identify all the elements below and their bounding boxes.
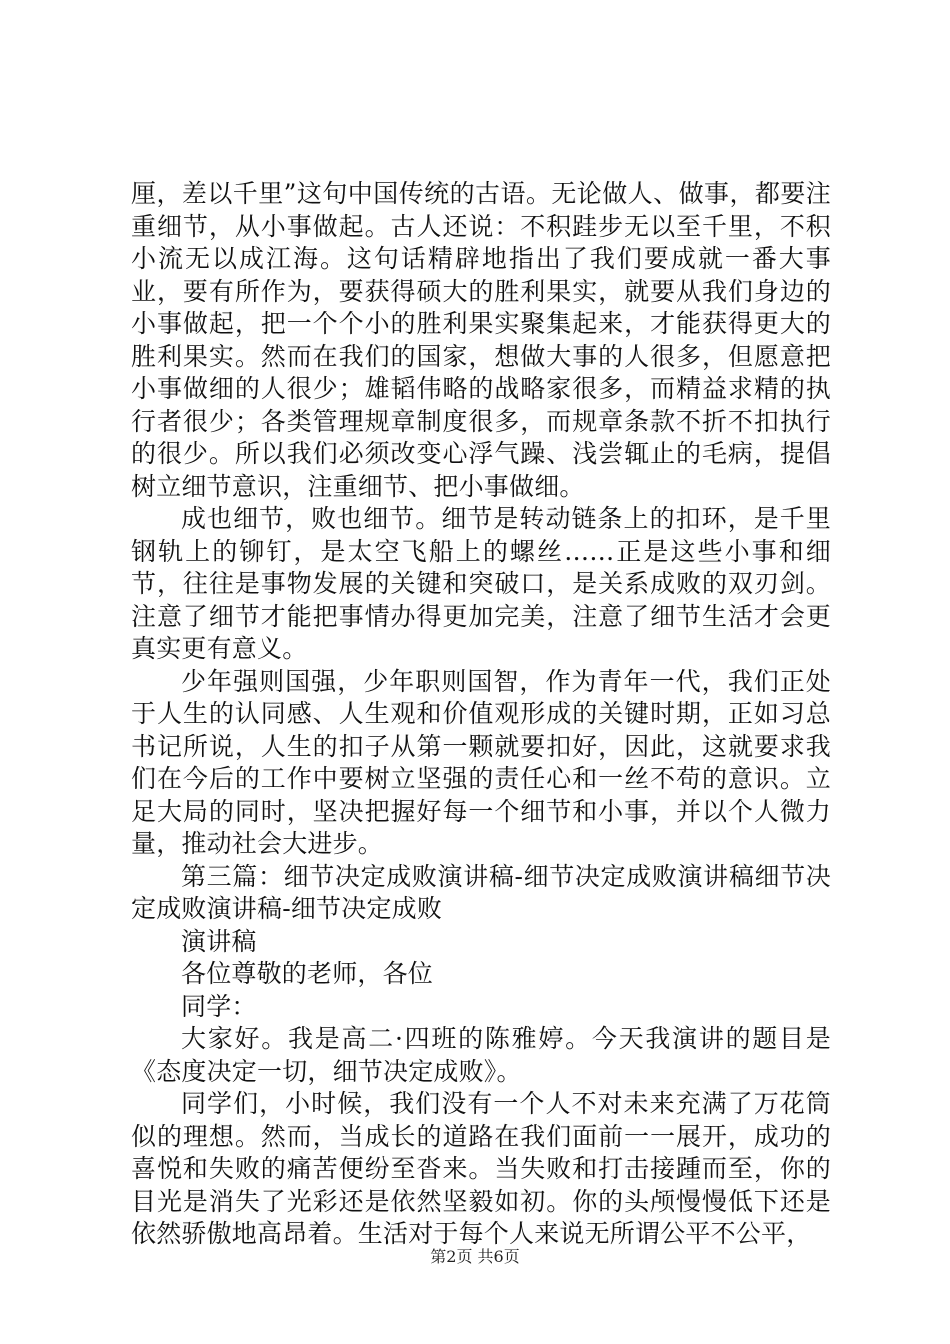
page-number-footer: 第2页 共6页 <box>430 1247 520 1266</box>
paragraph-speech-body: 同学们，小时候，我们没有一个人不对未来充满了万花筒似的理想。然而，当成长的道路在我们面前一一展开，成功的喜悦和失败的痛苦便纷至沓来。当失败和打击接踵而至，你的目光是消失了光彩还是依然坚毅如初。你的头颅慢慢低下还是依然骄傲地高昂着。生活对于每个人来说无所谓公平不公平， <box>131 1089 831 1248</box>
speech-title-line: 演讲稿 <box>181 926 257 956</box>
paragraph-2: 成也细节，败也细节。细节是转动链条上的扣环，是千里钢轨上的铆钉，是太空飞船上的螺丝……正是这些小事和细节，往往是事物发展的关键和突破口，是关系成败的双刃剑。注意了细节才能把事情办得更加完美，注意了细节生活才会更真实更有意义。 <box>131 504 831 663</box>
section-heading: 第三篇：细节决定成败演讲稿-细节决定成败演讲稿细节决定成败演讲稿-细节决定成败 <box>131 861 831 923</box>
paragraph-greeting: 大家好。我是高二·四班的陈雅婷。今天我演讲的题目是《态度决定一切，细节决定成败》。 <box>131 1024 831 1086</box>
paragraph-3: 少年强则国强，少年职则国智，作为青年一代，我们正处于人生的认同感、人生观和价值观形成的关键时期，正如习总书记所说，人生的扣子从第一颗就要扣好，因此，这就要求我们在今后的工作中要树立坚强的责任心和一丝不苟的意识。立足大局的同时，坚决把握好每一个细节和小事，并以个人微力量，推动社会大进步。 <box>131 666 831 858</box>
salutation-line-1: 各位尊敬的老师，各位 <box>181 959 434 988</box>
paragraph-1: 厘，差以千里”这句中国传统的古语。无论做人、做事，都要注重细节，从小事做起。古人还说：不积跬步无以至千里，不积小流无以成江海。这句话精辟地指出了我们要成就一番大事业，要有所作为，要获得硕大的胜利果实，就要从我们身边的小事做起，把一个个小的胜利果实聚集起来，才能获得更大的胜利果实。然而在我们的国家，想做大事的人很多，但愿意把小事做细的人很少；雄韬伟略的战略家很多，而精益求精的执行者很少；各类管理规章制度很多，而规章条款不折不扣执行的很少。所以我们必须改变心浮气躁、浅尝辄止的毛病，提倡树立细节意识，注重细节、把小事做细。 <box>131 179 831 501</box>
document-body <box>131 178 831 1251</box>
salutation-line-2: 同学： <box>181 991 257 1021</box>
